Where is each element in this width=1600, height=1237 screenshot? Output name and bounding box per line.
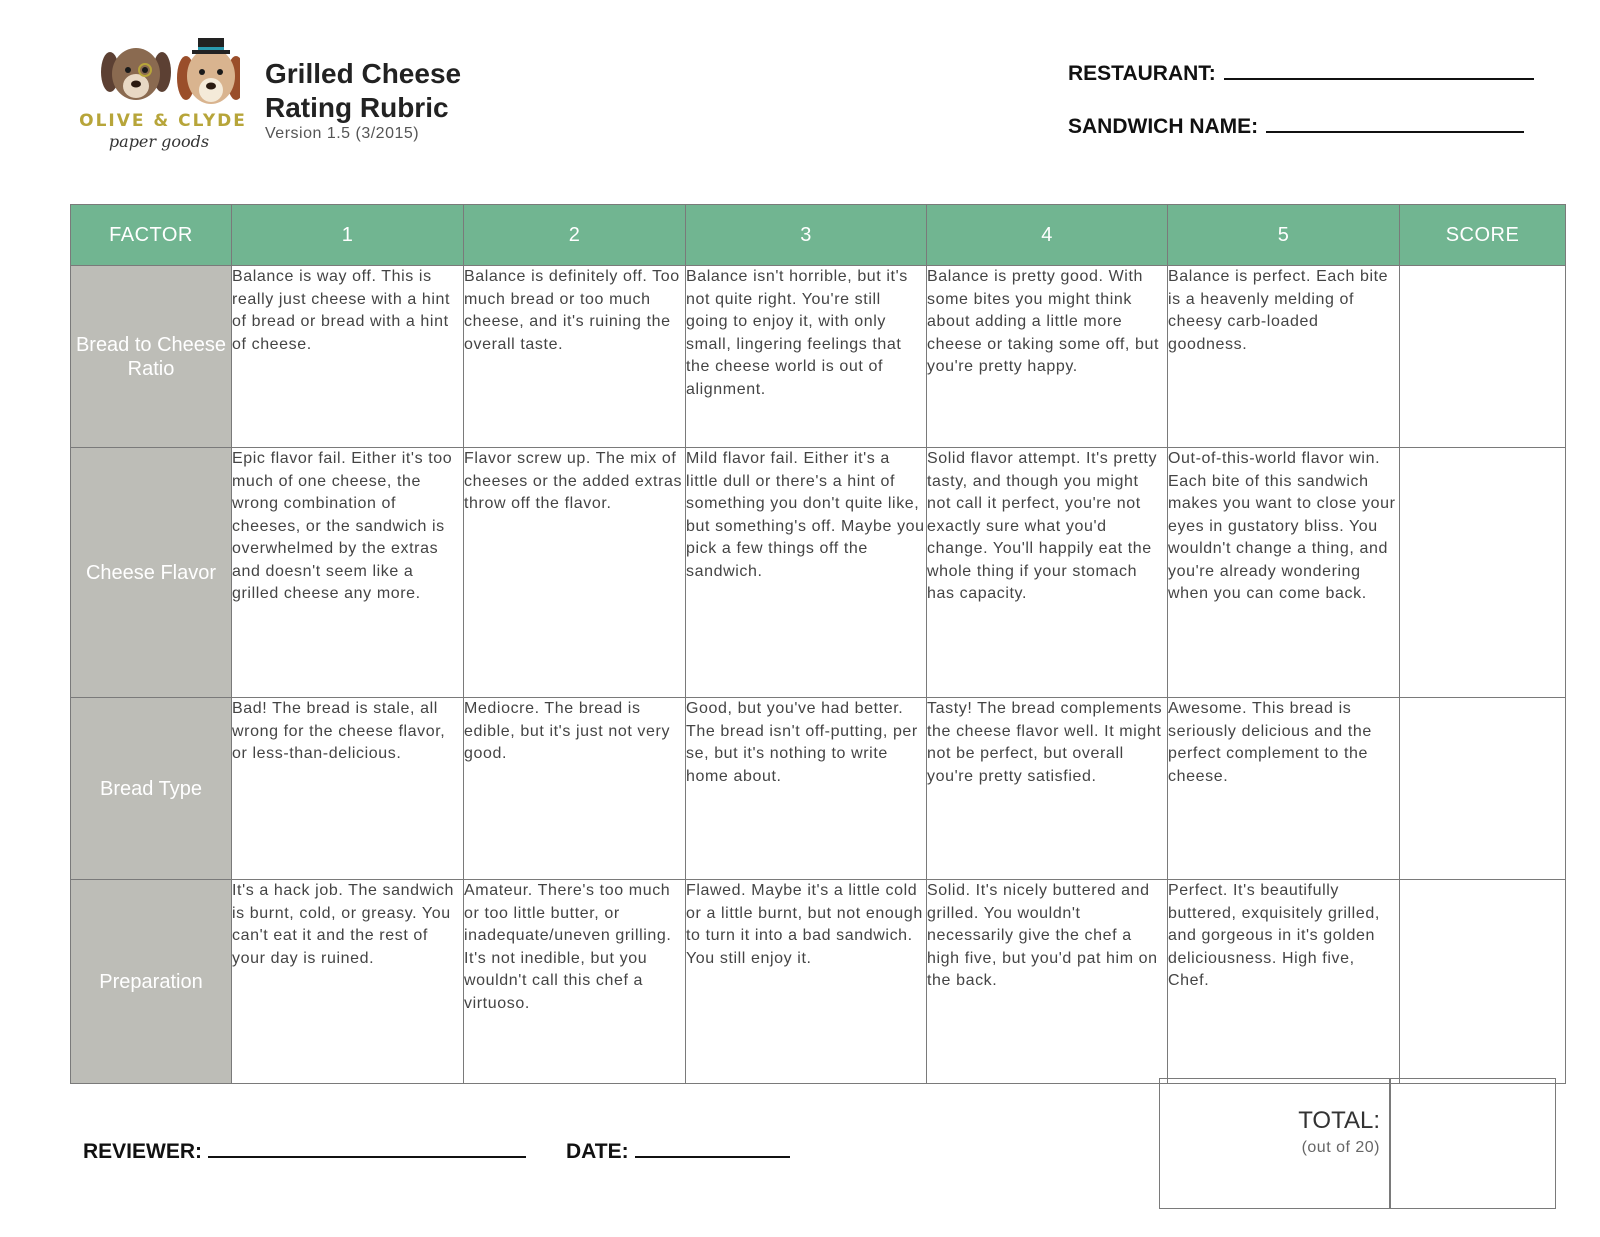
total-label: TOTAL: xyxy=(1298,1107,1380,1134)
score-cell[interactable] xyxy=(1400,698,1566,880)
factor-preparation: Preparation xyxy=(71,880,232,1084)
total-box xyxy=(1159,1078,1551,1209)
sandwich-name-input-line[interactable] xyxy=(1266,111,1524,133)
table-row xyxy=(71,880,1566,1084)
rubric-cell: Balance is perfect. Each bite is a heavenly melding of cheesy carb-loaded goodness. xyxy=(1168,266,1400,448)
rubric-cell: Solid. It's nicely buttered and grilled. You wouldn't necessarily give the chef a high five, but you'd pat him on the back. xyxy=(927,880,1168,1084)
rubric-cell: Epic flavor fail. Either it's too much of one cheese, the wrong combination of cheeses, or the sandwich is overwhelmed by the extras and doesn't seem like a grilled cheese any more. xyxy=(232,448,464,698)
reviewer-field xyxy=(83,1136,526,1164)
version-label: Version 1.5 (3/2015) xyxy=(265,125,420,142)
factor-bread-type: Bread Type xyxy=(71,698,232,880)
rubric-cell: Amateur. There's too much or too little butter, or inadequate/uneven grilling. It's not inedible, but you wouldn't call this chef a virtuoso. xyxy=(464,880,686,1084)
score-cell[interactable] xyxy=(1400,880,1566,1084)
date-input-line[interactable] xyxy=(635,1136,790,1158)
rubric-cell: Flavor screw up. The mix of cheeses or the added extras throw off the flavor. xyxy=(464,448,686,698)
rubric-cell: Balance is way off. This is really just cheese with a hint of bread or bread with a hint of cheese. xyxy=(232,266,464,448)
rubric-cell: Tasty! The bread complements the cheese flavor well. It might not be perfect, but overall you're pretty satisfied. xyxy=(927,698,1168,880)
table-row xyxy=(71,266,1566,448)
header-score-1: 1 xyxy=(232,205,464,266)
rubric-cell: Balance is definitely off. Too much bread or too much cheese, and it's ruining the overall taste. xyxy=(464,266,686,448)
rubric-cell: Bad! The bread is stale, all wrong for the cheese flavor, or less-than-delicious. xyxy=(232,698,464,880)
score-cell[interactable] xyxy=(1400,266,1566,448)
header-score-3: 3 xyxy=(686,205,927,266)
rubric-cell: Good, but you've had better. The bread isn't off-putting, per se, but it's nothing to write home about. xyxy=(686,698,927,880)
header-score-4: 4 xyxy=(927,205,1168,266)
sandwich-name-field xyxy=(1068,111,1524,139)
date-field xyxy=(566,1136,790,1164)
rubric-cell: It's a hack job. The sandwich is burnt, cold, or greasy. You can't eat it and the rest of your day is ruined. xyxy=(232,880,464,1084)
title-line-2: Rating Rubric xyxy=(265,92,449,123)
sandwich-name-label: SANDWICH NAME: xyxy=(1068,115,1259,138)
rubric-table xyxy=(70,204,1566,1084)
title-line-1: Grilled Cheese xyxy=(265,58,462,89)
reviewer-input-line[interactable] xyxy=(208,1136,526,1158)
rubric-cell: Awesome. This bread is seriously delicious and the perfect complement to the cheese. xyxy=(1168,698,1400,880)
olive-clyde-logo xyxy=(78,28,248,158)
table-header-row xyxy=(71,205,1566,266)
restaurant-input-line[interactable] xyxy=(1224,58,1534,80)
page-title xyxy=(265,57,461,125)
restaurant-label: RESTAURANT: xyxy=(1068,62,1216,85)
rubric-cell: Perfect. It's beautifully buttered, exquisitely grilled, and gorgeous in it's golden deliciousness. High five, Chef. xyxy=(1168,880,1400,1084)
table-row xyxy=(71,698,1566,880)
rubric-cell: Mild flavor fail. Either it's a little dull or there's a hint of something you don't quite like, but something's off. Maybe you pick a few things off the sandwich. xyxy=(686,448,927,698)
brand-name: OLIVE & CLYDE xyxy=(79,111,247,131)
header-score: SCORE xyxy=(1400,205,1566,266)
header-factor: FACTOR xyxy=(71,205,232,266)
rubric-cell: Balance isn't horrible, but it's not quite right. You're still going to enjoy it, with only small, lingering feelings that the cheese world is out of alignment. xyxy=(686,266,927,448)
restaurant-field xyxy=(1068,58,1534,86)
rubric-cell: Solid flavor attempt. It's pretty tasty, and though you might not call it perfect, you're not exactly sure what you'd change. You'll happily eat the whole thing if your stomach has capacity. xyxy=(927,448,1168,698)
brand-subtitle: paper goods xyxy=(108,132,210,151)
reviewer-label: REVIEWER: xyxy=(83,1140,203,1163)
rubric-cell: Mediocre. The bread is edible, but it's just not very good. xyxy=(464,698,686,880)
score-cell[interactable] xyxy=(1400,448,1566,698)
rubric-cell: Flawed. Maybe it's a little cold or a little burnt, but not enough to turn it into a bad sandwich. You still enjoy it. xyxy=(686,880,927,1084)
total-subtitle: (out of 20) xyxy=(1301,1139,1380,1156)
table-row xyxy=(71,448,1566,698)
header-score-2: 2 xyxy=(464,205,686,266)
rubric-cell: Out-of-this-world flavor win. Each bite of this sandwich makes you want to close your eyes in gustatory bliss. You wouldn't change a thing, and you're already wondering when you can come back. xyxy=(1168,448,1400,698)
total-label-cell xyxy=(1159,1078,1391,1209)
total-score-cell[interactable] xyxy=(1389,1078,1556,1209)
header-score-5: 5 xyxy=(1168,205,1400,266)
factor-cheese-flavor: Cheese Flavor xyxy=(71,448,232,698)
factor-bread-to-cheese-ratio: Bread to Cheese Ratio xyxy=(71,266,232,448)
date-label: DATE: xyxy=(566,1140,629,1163)
rubric-cell: Balance is pretty good. With some bites you might think about adding a little more cheese or taking some off, but you're pretty happy. xyxy=(927,266,1168,448)
dogs-icon xyxy=(90,28,240,108)
